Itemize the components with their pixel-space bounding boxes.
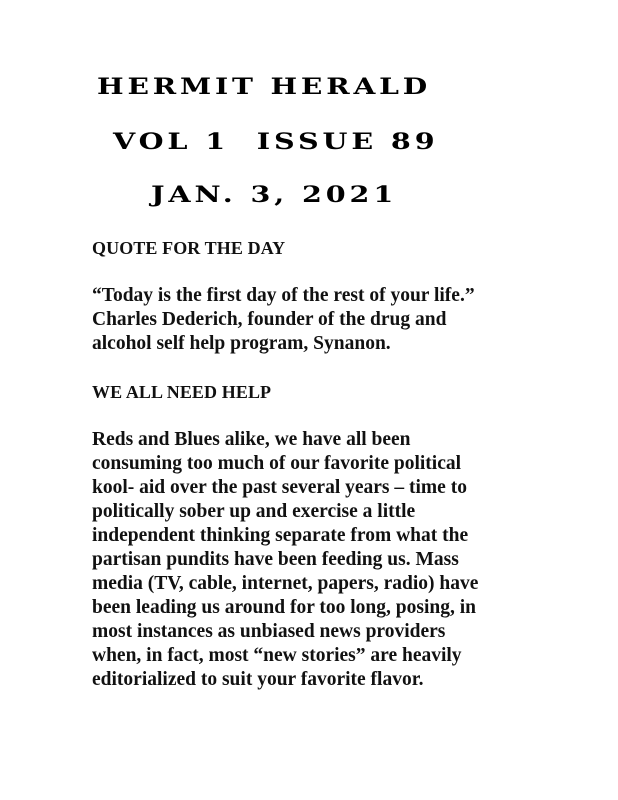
paragraph-line: media (TV, cable, internet, papers, radio) have <box>92 573 479 594</box>
paragraph-line: independent thinking separate from what the <box>92 525 469 546</box>
issue-date: JAN. 3, 2021 <box>151 182 398 208</box>
newsletter-title: HERMIT HERALD <box>97 74 432 100</box>
section-heading-help: WE ALL NEED HELP <box>92 382 272 402</box>
paragraph-line: partisan pundits have been feeding us. Mass <box>92 549 459 570</box>
quote-section <box>92 236 532 356</box>
paragraph-line: consuming too much of our favorite political <box>92 453 462 474</box>
paragraph-line: been leading us around for too long, posing, in <box>92 597 476 618</box>
paragraph-line: editorialized to suit your favorite flavor. <box>92 669 424 690</box>
issue-number: VOL 1 ISSUE 89 <box>113 129 439 155</box>
paragraph-line: kool- aid over the past several years – time to <box>92 477 467 498</box>
section-heading-quote: QUOTE FOR THE DAY <box>92 238 286 258</box>
quote-attribution-line: Charles Dederich, founder of the drug and <box>92 309 447 330</box>
quote-line: “Today is the first day of the rest of your life.” <box>92 285 475 306</box>
paragraph-line: most instances as unbiased news providers <box>92 621 446 642</box>
quote-attribution-line: alcohol self help program, Synanon. <box>92 333 391 354</box>
article-body <box>92 236 532 716</box>
quote-paragraph <box>92 284 532 356</box>
paragraph-line: when, in fact, most “new stories” are heavily <box>92 645 462 666</box>
help-section <box>92 380 532 692</box>
paragraph-line: politically sober up and exercise a little <box>92 501 416 522</box>
paragraph-line: Reds and Blues alike, we have all been <box>92 429 411 450</box>
help-paragraph <box>92 428 532 692</box>
